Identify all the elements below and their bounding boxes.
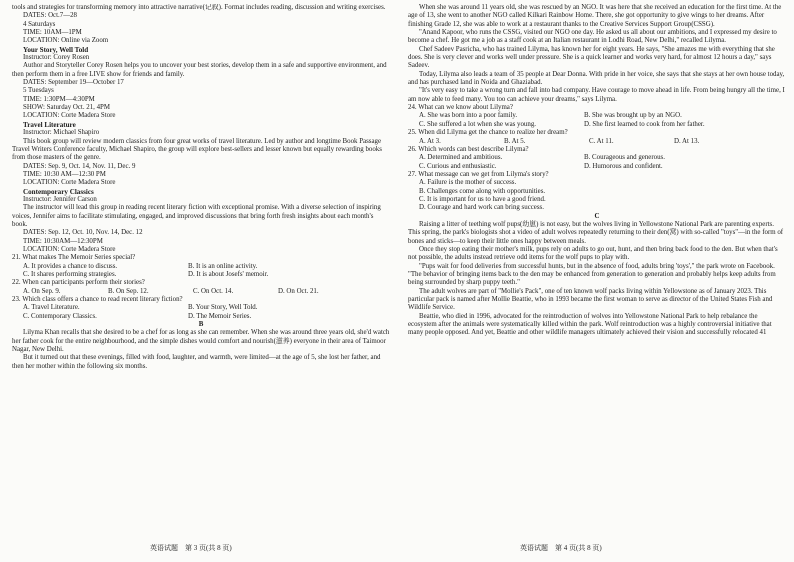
e1-day: 4 Saturdays bbox=[23, 20, 56, 28]
q22-option-a: A. On Sep. 9. bbox=[23, 287, 61, 295]
e2-dates: DATES: September 19—October 17 bbox=[23, 79, 124, 87]
q21-option-d: D. It is about Josefs' memoir. bbox=[188, 271, 269, 278]
q25-stem: 25. When did Lilyma get the chance to realize her dream? bbox=[408, 129, 568, 137]
q26-option-a: A. Determined and ambitious. bbox=[419, 154, 503, 162]
q26-option-d: D. Humorous and confident. bbox=[584, 162, 663, 170]
e3-time: TIME: 10:30 AM—12:30 PM bbox=[23, 170, 106, 178]
e4-title: Contemporary Classics bbox=[23, 187, 94, 196]
q24-options bbox=[408, 112, 786, 129]
q21-options bbox=[12, 263, 390, 280]
intro-text: tools and strategies for transforming memory into attractive narrative(记叙). Format includes reading, discussion and writing exercises. bbox=[12, 4, 386, 11]
q27-option-b: B. Challenges come along with opportunities. bbox=[419, 187, 546, 195]
e2-instructor: Instructor: Corey Rosen bbox=[23, 54, 90, 62]
e2-day: 5 Tuesdays bbox=[23, 87, 54, 95]
q23-options bbox=[12, 304, 390, 321]
q22-option-d: D. On Oct. 21. bbox=[278, 287, 319, 295]
q24-option-c: C. She suffered a lot when she was young. bbox=[419, 120, 536, 128]
passage-b-paragraph-6: Today, Lilyma also leads a team of 35 people at Dear Donna. With pride in her voice, she says that she stays at her own house today, and has purchased land in Noida and Ghaziabad. bbox=[408, 70, 785, 87]
q21-option-c: C. It shares performing strategies. bbox=[23, 271, 117, 278]
e3-location: LOCATION: Corte Madera Store bbox=[23, 179, 116, 187]
e4-description: The instructor will lead this group in reading recent literary fiction with exceptional promise. With a diverse selection of inspiring voices, Jennifer aims to facilitate stimulating, engaged, and improved discussions that bring forth fresh insights about each month's book. bbox=[12, 204, 381, 228]
q26-options bbox=[408, 154, 786, 171]
page-4-column bbox=[408, 4, 786, 536]
q23-option-c: C. Contemporary Classics. bbox=[23, 312, 97, 320]
q26-option-b: B. Courageous and generous. bbox=[584, 154, 665, 162]
e2-description: Author and Storyteller Corey Rosen helps you to uncover your best stories, develop them in a safe and supportive environment, and then perform them in a free LIVE show for friends and family. bbox=[12, 62, 387, 78]
e3-description: This book group will review modern classics from four great works of travel literature. Led by author and longtime Book Passage Travel Writers Conference faculty, Michael Shapiro, the group will explore best-sellers and lesser known but equally rewarding books from those masters of the genre. bbox=[12, 137, 382, 162]
q26-option-c: C. Curious and enthusiastic. bbox=[419, 162, 497, 170]
q23-option-b: B. Your Story, Well Told. bbox=[188, 304, 258, 312]
passage-b-paragraph-4: "Anand Kapoor, who runs the CSSG, visited our NGO one day. He asked us all about our ambitions, and I expressed my desire to become a chef. He got me a job as a staff cook at an Italian restaurant in Lodhi Road, New Delhi," recalled Lilyma. bbox=[408, 29, 777, 45]
q25-options bbox=[408, 138, 786, 146]
e4-instructor: Instructor: Jennifer Carson bbox=[23, 195, 97, 203]
section-c-heading: C bbox=[594, 212, 600, 220]
q23-option-d: D. The Memoir Series. bbox=[188, 312, 252, 320]
e4-location: LOCATION: Corte Madera Store bbox=[23, 245, 116, 253]
q25-option-b: B. At 5. bbox=[504, 137, 526, 145]
q22-option-c: C. On Oct. 14. bbox=[193, 287, 234, 295]
section-b-heading: B bbox=[198, 321, 204, 329]
e3-dates: DATES: Sep. 9, Oct. 14, Nov. 11, Dec. 9 bbox=[23, 162, 136, 170]
q24-stem: 24. What can we know about Lilyma? bbox=[408, 104, 513, 112]
passage-b-paragraph-7: "It's very easy to take a wrong turn and fall into bad company. Have courage to move ahead in life. From being hungry all the time, I am now able to feed many. You too can achieve your dreams," says Lilyma. bbox=[408, 87, 785, 103]
q22-option-b: B. On Sep. 12. bbox=[108, 287, 149, 295]
q21-option-a: A. It provides a chance to discuss. bbox=[23, 262, 118, 270]
e4-dates: DATES: Sep. 12, Oct. 10, Nov. 14, Dec. 12 bbox=[23, 229, 143, 237]
e1-time: TIME: 10AM—1PM bbox=[23, 29, 82, 37]
q25-option-c: C. At 11. bbox=[589, 137, 614, 145]
q23-option-a: A. Travel Literature. bbox=[23, 304, 80, 312]
q21-option-b: B. It is an online activity. bbox=[188, 262, 258, 270]
e1-location: LOCATION: Online via Zoom bbox=[23, 37, 109, 45]
q27-stem: 27. What message can we get from Lilyma's story? bbox=[408, 170, 549, 178]
passage-c-paragraph-4: The adult wolves are part of "Mollie's Pack", one of ten known wolf packs living within Yellowstone as of January 2023. This particular pack is named after Mollie Beattie, who in 1993 became the first woman to serve as director of the United States Fish and Wildlife Service. bbox=[408, 287, 773, 312]
q24-option-a: A. She was born into a poor family. bbox=[419, 112, 518, 120]
e4-time: TIME: 10:30AM—12:30PM bbox=[23, 237, 103, 245]
q22-options bbox=[12, 288, 390, 296]
e2-location: LOCATION: Corte Madera Store bbox=[23, 112, 116, 120]
passage-b-paragraph-5: Chef Sadeev Pasricha, who has trained Lilyma, has known her for eight years. He says, "She amazes me with everything that she does. She is very clever and works well under pressure. She is a quick learner and works very hard, for almost 12 hours a day," says Sadeev. bbox=[408, 45, 775, 70]
e3-instructor: Instructor: Michael Shapiro bbox=[23, 129, 100, 137]
q26-stem: 26. Which words can best describe Lilyma? bbox=[408, 145, 529, 153]
q22-stem: 22. When can participants perform their stories? bbox=[12, 279, 145, 287]
passage-b-paragraph-3: When she was around 11 years old, she was rescued by an NGO. It was here that she received an education for the first time. At the age of 13, she went to another NGO called Kilkari Rainbow Home. There, she got opportunity to give wings to her dreams. After finishing Grade 12, she was able to work at a restaurant thanks to the Creative Services Support Group(CSSG). bbox=[408, 4, 782, 28]
q27-option-a: A. Failure is the mother of success. bbox=[419, 179, 517, 187]
q23-stem: 23. Which class offers a chance to read recent literary fiction? bbox=[12, 296, 183, 304]
q27-option-d: D. Courage and hard work can bring success. bbox=[419, 204, 544, 212]
e2-time: TIME: 1:30PM—4:30PM bbox=[23, 95, 95, 103]
e2-show: SHOW: Saturday Oct. 21, 4PM bbox=[23, 104, 111, 112]
passage-c-paragraph-5: Beattie, who died in 1996, advocated for the reintroduction of wolves into Yellowstone National Park to help rebalance the ecosystem after the animals were systematically killed within the park. Wolf reintroduction was a highly controversial initiative that many people opposed. And yet, Beattie and other wildlife managers ultimately achieved their vision and successfully relocated 41 bbox=[408, 312, 772, 337]
passage-c-paragraph-1: Raising a litter of teething wolf pups(幼崽) is not easy, but the wolves living in Yellowstone National Park are parenting experts. This spring, the park's biologists shot a video of adult wolves repeatedly returning to their den(窝) with so-called "toys"—in the form of bones and sticks—to keep their little ones happy between meals. bbox=[408, 220, 784, 245]
page-4-footer: 英语试题 第 4 页(共 8 页) bbox=[520, 544, 602, 552]
passage-b-paragraph-1: Lilyma Khan recalls that she desired to be a chef for as long as she can remember. When she was around three years old, she'd watch her father cook for the entire neighbourhood, and the simple dishes would comfort and nourish(滋养) everyone in their area of Taimoor Nagar, New Delhi. bbox=[12, 329, 390, 354]
page-3-footer: 英语试题 第 3 页(共 8 页) bbox=[150, 544, 232, 552]
passage-c-paragraph-2: Once they stop eating their mother's milk, pups rely on adults to go out, hunt, and then bring back food to the den. But when that's not possible, the adults instead retrieve odd items for the wolf pups to play with. bbox=[408, 245, 778, 262]
q25-option-a: A. At 3. bbox=[419, 137, 441, 145]
q24-option-b: B. She was brought up by an NGO. bbox=[584, 112, 682, 120]
q25-option-d: D. At 13. bbox=[674, 137, 700, 145]
q27-option-c: C. It is important for us to have a good friend. bbox=[419, 195, 546, 203]
passage-c-paragraph-3: "Pups wait for food deliveries from successful hunts, but in the absence of food, adults bring 'toys'," the park wrote on Facebook. "The behavior of bringing items back to the den may be enhanced from generation to generation and probably helps keep adults from being surrounded by sharp puppy teeth." bbox=[408, 262, 776, 287]
e2-title: Your Story, Well Told bbox=[23, 45, 89, 54]
e3-title: Travel Literature bbox=[23, 120, 76, 129]
q24-option-d: D. She first learned to cook from her father. bbox=[584, 120, 705, 128]
passage-b-paragraph-2: But it turned out that these evenings, filled with food, laughter, and warmth, were limited—at the age of 5, she lost her father, and then her mother within the following six months. bbox=[12, 354, 381, 370]
q21-stem: 21. What makes The Memoir Series special? bbox=[12, 254, 136, 262]
e1-dates: DATES: Oct.7—28 bbox=[23, 12, 77, 20]
page-3-column bbox=[12, 4, 390, 536]
